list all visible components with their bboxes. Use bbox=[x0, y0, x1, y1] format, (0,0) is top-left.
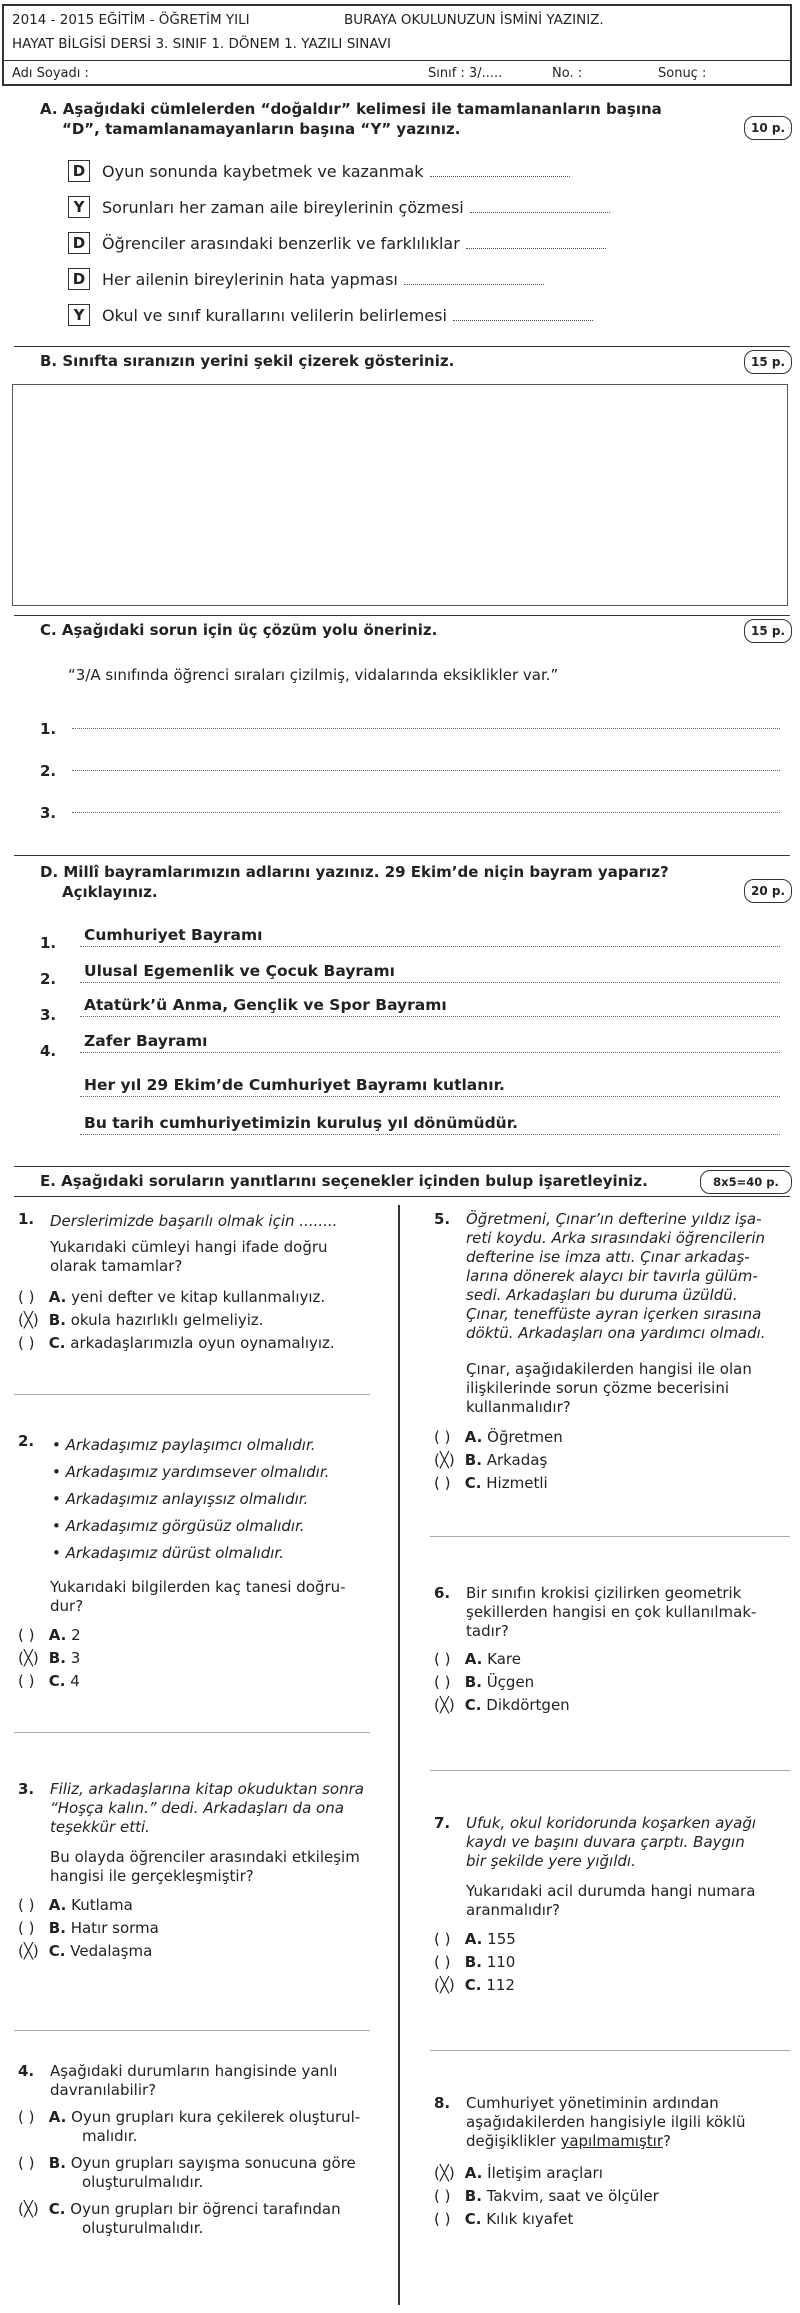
section-e-points: 8x5=40 p. bbox=[700, 1170, 792, 1194]
answer-number-c2: 2. bbox=[40, 762, 57, 780]
q2-option-c[interactable]: ( ) C. 4 bbox=[18, 1672, 80, 1690]
statement-a3: Öğrenciler arasındaki benzerlik ve farklılıklar bbox=[102, 234, 606, 253]
explanation-2: Bu tarih cumhuriyetimizin kuruluş yıl dönümüdür. bbox=[84, 1114, 519, 1132]
answer-line-d4[interactable] bbox=[80, 1052, 780, 1053]
statement-a1: Oyun sonunda kaybetmek ve kazanmak bbox=[102, 162, 570, 181]
section-divider bbox=[14, 346, 790, 347]
section-b-title: B. Sınıfta sıranızın yerini şekil çizerek gösteriniz. bbox=[40, 352, 455, 370]
section-d-title-1: D. Millî bayramlarımızın adlarını yazınız. 29 Ekim’de niçin bayram yaparız? bbox=[40, 863, 669, 881]
holiday-number-3: 3. bbox=[40, 1006, 57, 1024]
answer-line-d1[interactable] bbox=[80, 946, 780, 947]
question-separator bbox=[430, 1536, 790, 1537]
q2-option-b[interactable]: (╳) B. 3 bbox=[18, 1649, 81, 1667]
holiday-number-4: 4. bbox=[40, 1042, 57, 1060]
q5-option-a[interactable]: ( ) A. Öğretmen bbox=[434, 1428, 563, 1446]
question-3-lead: Filiz, arkadaşlarına kitap okuduktan sonra “Hoşça kalın.” dedi. Arkadaşları da ona teşekkür etti. bbox=[50, 1780, 364, 1836]
question-7-lead: Ufuk, okul koridorunda koşarken ayağı kaydı ve başını duvara çarptı. Baygın bir şekilde yere yığıldı. bbox=[466, 1814, 757, 1870]
q1-option-b[interactable]: (╳) B. okula hazırlıklı gelmeliyiz. bbox=[18, 1311, 264, 1329]
class-label: Sınıf : 3/..... bbox=[428, 66, 503, 81]
q2-option-a[interactable]: ( ) A. 2 bbox=[18, 1626, 81, 1644]
section-d-points: 20 p. bbox=[744, 879, 792, 903]
holiday-answer-1: Cumhuriyet Bayramı bbox=[84, 926, 263, 944]
question-number-6: 6. bbox=[434, 1584, 451, 1602]
question-number-5: 5. bbox=[434, 1210, 451, 1228]
statement-a5: Okul ve sınıf kurallarını velilerin belirlemesi bbox=[102, 306, 593, 325]
drawing-area[interactable] bbox=[12, 384, 788, 606]
question-1-lead: Derslerimizde başarılı olmak için ........ bbox=[50, 1212, 338, 1230]
section-divider bbox=[14, 615, 790, 616]
question-1-stem: Yukarıdaki cümleyi hangi ifade doğru olarak tamamlar? bbox=[50, 1238, 328, 1275]
answer-box-a1[interactable]: D bbox=[68, 160, 90, 182]
name-label: Adı Soyadı : bbox=[12, 66, 89, 81]
school-name: BURAYA OKULUNUZUN İSMİNİ YAZINIZ. bbox=[344, 12, 604, 28]
section-divider bbox=[14, 1196, 790, 1197]
q8-option-a[interactable]: (╳) A. İletişim araçları bbox=[434, 2164, 603, 2182]
answer-line-c1[interactable] bbox=[72, 728, 780, 729]
question-4-stem: Aşağıdaki durumların hangisinde yanlı davranılabilir? bbox=[50, 2062, 338, 2099]
q7-option-a[interactable]: ( ) A. 155 bbox=[434, 1930, 516, 1948]
question-separator bbox=[14, 1394, 370, 1395]
holiday-number-2: 2. bbox=[40, 970, 57, 988]
answer-line-d5[interactable] bbox=[80, 1096, 780, 1097]
dotted-line bbox=[470, 212, 610, 213]
dotted-line bbox=[453, 320, 593, 321]
question-number-1: 1. bbox=[18, 1210, 35, 1228]
exam-title: HAYAT BİLGİSİ DERSİ 3. SINIF 1. DÖNEM 1. YAZILI SINAVI bbox=[12, 36, 391, 52]
holiday-answer-2: Ulusal Egemenlik ve Çocuk Bayramı bbox=[84, 962, 395, 980]
holiday-answer-4: Zafer Bayramı bbox=[84, 1032, 208, 1050]
question-8-stem: Cumhuriyet yönetiminin ardından aşağıdakilerden hangisiyle ilgili köklü değişiklikler yapılmamıştır? bbox=[466, 2094, 746, 2150]
bullet-item: • Arkadaşımız anlayışsız olmalıdır. bbox=[52, 1490, 309, 1508]
header-divider bbox=[4, 60, 790, 61]
section-c-title: C. Aşağıdaki sorun için üç çözüm yolu öneriniz. bbox=[40, 621, 438, 639]
q4-option-b[interactable]: ( ) B. Oyun grupları sayışma sonucuna göre oluşturulmalıdır. bbox=[18, 2154, 356, 2191]
section-b-points: 15 p. bbox=[744, 350, 792, 374]
section-c-points: 15 p. bbox=[744, 619, 792, 643]
q8-option-b[interactable]: ( ) B. Takvim, saat ve ölçüler bbox=[434, 2187, 659, 2205]
statement-a2: Sorunları her zaman aile bireylerinin çözmesi bbox=[102, 198, 610, 217]
column-divider bbox=[398, 1205, 400, 2305]
answer-number-c3: 3. bbox=[40, 804, 57, 822]
q4-option-c[interactable]: (╳) C. Oyun grupları bir öğrenci tarafından oluşturulmalıdır. bbox=[18, 2200, 341, 2237]
question-separator bbox=[430, 2050, 790, 2051]
bullet-item: • Arkadaşımız yardımsever olmalıdır. bbox=[52, 1463, 330, 1481]
section-a-points: 10 p. bbox=[744, 116, 792, 140]
problem-statement: “3/A sınıfında öğrenci sıraları çizilmiş, vidalarında eksiklikler var.” bbox=[68, 666, 559, 684]
answer-box-a3[interactable]: D bbox=[68, 232, 90, 254]
question-number-3: 3. bbox=[18, 1780, 35, 1798]
q6-option-c[interactable]: (╳) C. Dikdörtgen bbox=[434, 1696, 570, 1714]
section-divider bbox=[14, 1166, 790, 1167]
question-number-8: 8. bbox=[434, 2094, 451, 2112]
answer-line-d2[interactable] bbox=[80, 982, 780, 983]
answer-line-d6[interactable] bbox=[80, 1134, 780, 1135]
q7-option-b[interactable]: ( ) B. 110 bbox=[434, 1953, 516, 1971]
school-year: 2014 - 2015 EĞİTİM - ÖĞRETİM YILI bbox=[12, 12, 250, 28]
q3-option-c[interactable]: (╳) C. Vedalaşma bbox=[18, 1942, 153, 1960]
q3-option-a[interactable]: ( ) A. Kutlama bbox=[18, 1896, 133, 1914]
q5-option-c[interactable]: ( ) C. Hizmetli bbox=[434, 1474, 548, 1492]
number-label: No. : bbox=[552, 66, 583, 81]
answer-line-c3[interactable] bbox=[72, 812, 780, 813]
dotted-line bbox=[466, 248, 606, 249]
question-5-lead: Öğretmeni, Çınar’ın defterine yıldız işa- reti koydu. Arka sırasındaki öğrencilerin defterine ise imza attı. Çınar arkadaş- larına dönerek alaycı bir tavırla gülüm- sedi. Arkadaşları bu duruma üzüldü. Çınar, teneffüste ayran içerken sırasına döktü. Arkadaşları ona yardımcı olmadı. bbox=[466, 1210, 766, 1342]
question-number-2: 2. bbox=[18, 1432, 35, 1450]
question-number-7: 7. bbox=[434, 1814, 451, 1832]
dotted-line bbox=[404, 284, 544, 285]
section-e-title: E. Aşağıdaki soruların yanıtlarını seçenekler içinden bulup işaretleyiniz. bbox=[40, 1172, 648, 1190]
bullet-item: • Arkadaşımız dürüst olmalıdır. bbox=[52, 1544, 284, 1562]
q3-option-b[interactable]: ( ) B. Hatır sorma bbox=[18, 1919, 159, 1937]
section-d-title-2: Açıklayınız. bbox=[62, 883, 158, 901]
answer-box-a4[interactable]: D bbox=[68, 268, 90, 290]
question-separator bbox=[14, 1732, 370, 1733]
question-number-4: 4. bbox=[18, 2062, 35, 2080]
bullet-item: • Arkadaşımız paylaşımcı olmalıdır. bbox=[52, 1436, 316, 1454]
q5-option-b[interactable]: (╳) B. Arkadaş bbox=[434, 1451, 548, 1469]
answer-line-c2[interactable] bbox=[72, 770, 780, 771]
q7-option-c[interactable]: (╳) C. 112 bbox=[434, 1976, 515, 1994]
dotted-line bbox=[430, 176, 570, 177]
question-separator bbox=[14, 2030, 370, 2031]
answer-line-d3[interactable] bbox=[80, 1016, 780, 1017]
q8-option-c[interactable]: ( ) C. Kılık kıyafet bbox=[434, 2210, 574, 2228]
section-a-title-2: “D”, tamamlanamayanların başına “Y” yazınız. bbox=[62, 120, 461, 138]
bullet-item: • Arkadaşımız görgüsüz olmalıdır. bbox=[52, 1517, 305, 1535]
q4-option-a[interactable]: ( ) A. Oyun grupları kura çekilerek oluşturul- malıdır. bbox=[18, 2108, 361, 2145]
holiday-number-1: 1. bbox=[40, 934, 57, 952]
holiday-answer-3: Atatürk’ü Anma, Gençlik ve Spor Bayramı bbox=[84, 996, 447, 1014]
section-divider bbox=[14, 855, 790, 856]
question-7-stem: Yukarıdaki acil durumda hangi numara aranmalıdır? bbox=[466, 1882, 756, 1919]
question-2-bullets bbox=[52, 1432, 329, 1567]
answer-number-c1: 1. bbox=[40, 720, 57, 738]
statement-a4: Her ailenin bireylerinin hata yapması bbox=[102, 270, 544, 289]
question-2-stem: Yukarıdaki bilgilerden kaç tanesi doğru- dur? bbox=[50, 1578, 346, 1615]
question-3-stem: Bu olayda öğrenciler arasındaki etkileşim hangisi ile gerçekleşmiştir? bbox=[50, 1848, 360, 1885]
answer-box-a2[interactable]: Y bbox=[68, 196, 90, 218]
section-a-title-1: A. Aşağıdaki cümlelerden “doğaldır” kelimesi ile tamamlananların başına bbox=[40, 100, 662, 118]
question-separator bbox=[430, 1770, 790, 1771]
q1-option-c[interactable]: ( ) C. arkadaşlarımızla oyun oynamalıyız. bbox=[18, 1334, 335, 1352]
q6-option-a[interactable]: ( ) A. Kare bbox=[434, 1650, 521, 1668]
exam-header bbox=[2, 4, 792, 86]
q1-option-a[interactable]: ( ) A. yeni defter ve kitap kullanmalıyız. bbox=[18, 1288, 326, 1306]
explanation-1: Her yıl 29 Ekim’de Cumhuriyet Bayramı kutlanır. bbox=[84, 1076, 505, 1094]
question-6-stem: Bir sınıfın krokisi çizilirken geometrik şekillerden hangisi en çok kullanılmak- tadır? bbox=[466, 1584, 757, 1640]
question-5-stem: Çınar, aşağıdakilerden hangisi ile olan ilişkilerinde sorun çözme becerisini kullanmalıdır? bbox=[466, 1360, 752, 1416]
result-label: Sonuç : bbox=[658, 66, 707, 81]
answer-box-a5[interactable]: Y bbox=[68, 304, 90, 326]
q6-option-b[interactable]: ( ) B. Üçgen bbox=[434, 1673, 535, 1691]
